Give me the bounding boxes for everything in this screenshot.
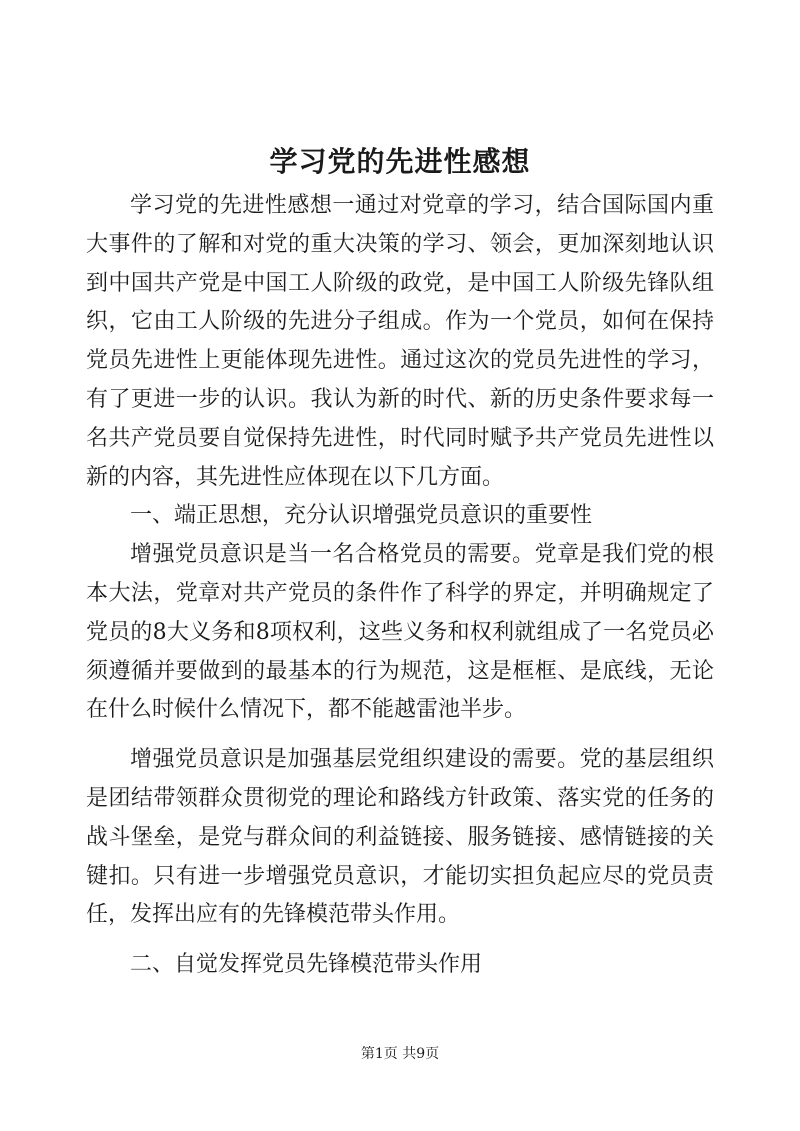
document-title: 学习党的先进性感想: [269, 145, 531, 178]
paragraph-party-charter: 增强党员意识是当一名合格党员的需要。党章是我们党的根本大法，党章对共产党员的条件作了科学的界定，并明确规定了党员的8大义务和8项权利，这些义务和权利就组成了一名党员必须遵循并要做到的最基本的行为规范，这是框框、是底线，无论在什么时候什么情况下，都不能越雷池半步。: [86, 542, 714, 723]
paragraph-intro: 学习党的先进性感想一通过对党章的学习，结合国际国内重大事件的了解和对党的重大决策的学习、领会，更加深刻地认识到中国共产党是中国工人阶级的政党，是中国工人阶级先锋队组织，它由工人阶级的先进分子组成。作为一个党员，如何在保持党员先进性上更能体现先进性。通过这次的党员先进性的学习，有了更进一步的认识。我认为新的时代、新的历史条件要求每一名共产党员要自觉保持先进性，时代同时赋予共产党员先进性以新的内容，其先进性应体现在以下几方面。: [86, 193, 714, 490]
page-footer: 第1页 共9页: [360, 1046, 440, 1062]
document-body: [86, 187, 714, 985]
section-heading-1: 一、端正思想，充分认识增强党员意识的重要性: [130, 503, 593, 529]
paragraph-grassroots: 增强党员意识是加强基层党组织建设的需要。党的基层组织是团结带领群众贯彻党的理论和路线方针政策、落实党的任务的战斗堡垒，是党与群众间的利益链接、服务链接、感情链接的关键扣。只有进一步增强党员意识，才能切实担负起应尽的党员责任，发挥出应有的先锋模范带头作用。: [86, 747, 714, 928]
section-heading-2: 二、自觉发挥党员先锋模范带头作用: [130, 952, 483, 978]
